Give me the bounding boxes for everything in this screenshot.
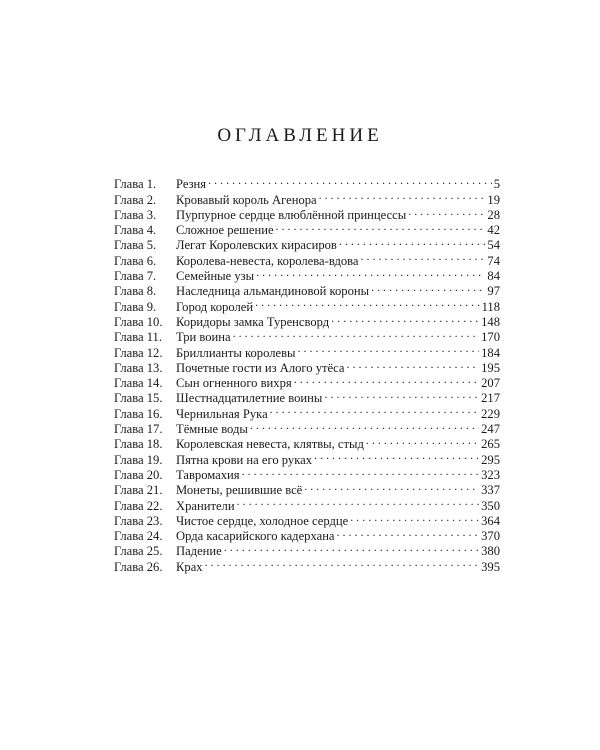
toc-chapter-number: Глава 17. xyxy=(114,422,163,437)
toc-leader-dots xyxy=(250,418,479,433)
toc-page-number: 97 xyxy=(487,284,500,299)
toc-leader-dots xyxy=(339,234,486,249)
toc-chapter-title: Наследница альмандиновой короны xyxy=(176,284,370,299)
toc-chapter-number: Глава 1. xyxy=(114,177,157,192)
toc-chapter-number: Глава 20. xyxy=(114,467,163,482)
toc-chapter-title: Три воина xyxy=(176,330,231,345)
toc-leader-dots xyxy=(350,510,479,525)
toc-page-number: 323 xyxy=(481,467,500,482)
toc-page-number: 184 xyxy=(481,345,500,360)
toc-leader-dots xyxy=(270,402,479,417)
toc-page-number: 380 xyxy=(481,544,500,559)
toc-chapter-title: Чистое сердце, холодное сердце xyxy=(176,513,349,528)
toc-page-number: 42 xyxy=(487,223,500,238)
toc-page-number: 217 xyxy=(481,391,500,406)
toc-chapter-title: Орда касарийского кадерхана xyxy=(176,529,335,544)
toc-page-number: 5 xyxy=(493,177,500,192)
toc-chapter-title: Королевская невеста, клятвы, стыд xyxy=(176,437,364,452)
toc-chapter-number: Глава 10. xyxy=(114,314,163,329)
toc-chapter-title: Пятна крови на его руках xyxy=(176,452,313,467)
toc-page-number: 337 xyxy=(481,483,500,498)
toc-chapter-number: Глава 24. xyxy=(114,529,163,544)
toc-chapter-number: Глава 2. xyxy=(114,192,157,207)
toc-chapter-number: Глава 15. xyxy=(114,391,163,406)
toc-leader-dots xyxy=(205,555,480,570)
toc-leader-dots xyxy=(314,448,479,463)
toc-page-number: 229 xyxy=(481,406,500,421)
toc-chapter-title: Коридоры замка Туренсворд xyxy=(176,314,330,329)
toc-chapter-title: Королева-невеста, королева-вдова xyxy=(176,253,359,268)
toc-leader-dots xyxy=(346,357,479,372)
toc-page-number: 195 xyxy=(481,360,500,375)
toc-leader-dots xyxy=(255,295,479,310)
toc-chapter-number: Глава 3. xyxy=(114,207,157,222)
toc-chapter-number: Глава 12. xyxy=(114,345,163,360)
toc-chapter-number: Глава 5. xyxy=(114,238,157,253)
toc-chapter-title: Монеты, решившие всё xyxy=(176,483,303,498)
toc-chapter-number: Глава 22. xyxy=(114,498,163,513)
toc-chapter-number: Глава 23. xyxy=(114,513,163,528)
toc-page-number: 170 xyxy=(481,330,500,345)
toc-chapter-number: Глава 14. xyxy=(114,376,163,391)
toc-chapter-title: Пурпурное сердце влюблённой принцессы xyxy=(176,207,407,222)
toc-chapter-number: Глава 26. xyxy=(114,559,163,574)
toc-leader-dots xyxy=(208,173,492,188)
toc-chapter-title: Бриллианты королевы xyxy=(176,345,296,360)
toc-chapter-number: Глава 11. xyxy=(114,330,163,345)
toc-chapter-title: Хранители xyxy=(176,498,235,513)
toc-leader-dots xyxy=(371,280,485,295)
toc-leader-dots xyxy=(408,204,485,219)
toc-page-number: 265 xyxy=(481,437,500,452)
toc-chapter-title: Чернильная Рука xyxy=(176,406,268,421)
toc-chapter-number: Глава 16. xyxy=(114,406,163,421)
toc-chapter-number: Глава 4. xyxy=(114,223,157,238)
toc-leader-dots xyxy=(298,341,480,356)
toc-chapter-title: Семейные узы xyxy=(176,269,255,284)
toc-page-number: 247 xyxy=(481,422,500,437)
toc-leader-dots xyxy=(331,311,479,326)
toc-chapter-title: Сын огненного вихря xyxy=(176,376,292,391)
toc-page-number: 364 xyxy=(481,513,500,528)
toc-chapter-title: Город королей xyxy=(176,299,254,314)
toc-chapter-title: Сложное решение xyxy=(176,223,274,238)
toc-page-number: 19 xyxy=(487,192,500,207)
toc-leader-dots xyxy=(276,219,486,234)
toc-page-number: 370 xyxy=(481,529,500,544)
toc-leader-dots xyxy=(361,249,486,264)
toc-chapter-number: Глава 6. xyxy=(114,253,157,268)
toc-chapter-title: Тёмные воды xyxy=(176,422,248,437)
toc-chapter-number: Глава 25. xyxy=(114,544,163,559)
toc-chapter-title: Кровавый король Агенора xyxy=(176,192,317,207)
toc-page-number: 295 xyxy=(481,452,500,467)
toc-leader-dots xyxy=(324,387,479,402)
toc-leader-dots xyxy=(337,525,480,540)
toc-page-number: 350 xyxy=(481,498,500,513)
toc-leader-dots xyxy=(319,188,486,203)
toc-leader-dots xyxy=(242,464,480,479)
toc-chapter-number: Глава 9. xyxy=(114,299,157,314)
toc-page-number: 84 xyxy=(487,269,500,284)
table-of-contents xyxy=(114,173,500,574)
toc-chapter-title: Тавромахия xyxy=(176,467,240,482)
toc-leader-dots xyxy=(294,372,479,387)
toc-page-number: 148 xyxy=(481,314,500,329)
toc-chapter-number: Глава 13. xyxy=(114,360,163,375)
toc-leader-dots xyxy=(304,479,479,494)
toc-page-number: 395 xyxy=(481,559,500,574)
toc-chapter-title: Шестнадцатилетние воины xyxy=(176,391,323,406)
toc-chapter-number: Глава 19. xyxy=(114,452,163,467)
toc-chapter-title: Почетные гости из Алого утёса xyxy=(176,360,345,375)
toc-page-number: 74 xyxy=(487,253,500,268)
toc-entry xyxy=(114,173,500,192)
toc-chapter-number: Глава 8. xyxy=(114,284,157,299)
page-title: ОГЛАВЛЕНИЕ xyxy=(217,124,383,146)
toc-chapter-number: Глава 7. xyxy=(114,269,157,284)
toc-leader-dots xyxy=(256,265,485,280)
toc-leader-dots xyxy=(224,540,479,555)
toc-page-number: 118 xyxy=(481,299,500,314)
toc-chapter-title: Крах xyxy=(176,559,203,574)
toc-chapter-number: Глава 18. xyxy=(114,437,163,452)
toc-chapter-title: Легат Королевских кирасиров xyxy=(176,238,337,253)
toc-page-number: 28 xyxy=(487,207,500,222)
toc-chapter-title: Падение xyxy=(176,544,222,559)
toc-chapter-title: Резня xyxy=(176,177,207,192)
toc-page-number: 54 xyxy=(487,238,500,253)
toc-chapter-number: Глава 21. xyxy=(114,483,163,498)
toc-leader-dots xyxy=(233,326,479,341)
toc-page-number: 207 xyxy=(481,376,500,391)
toc-leader-dots xyxy=(237,494,480,509)
toc-leader-dots xyxy=(366,433,479,448)
